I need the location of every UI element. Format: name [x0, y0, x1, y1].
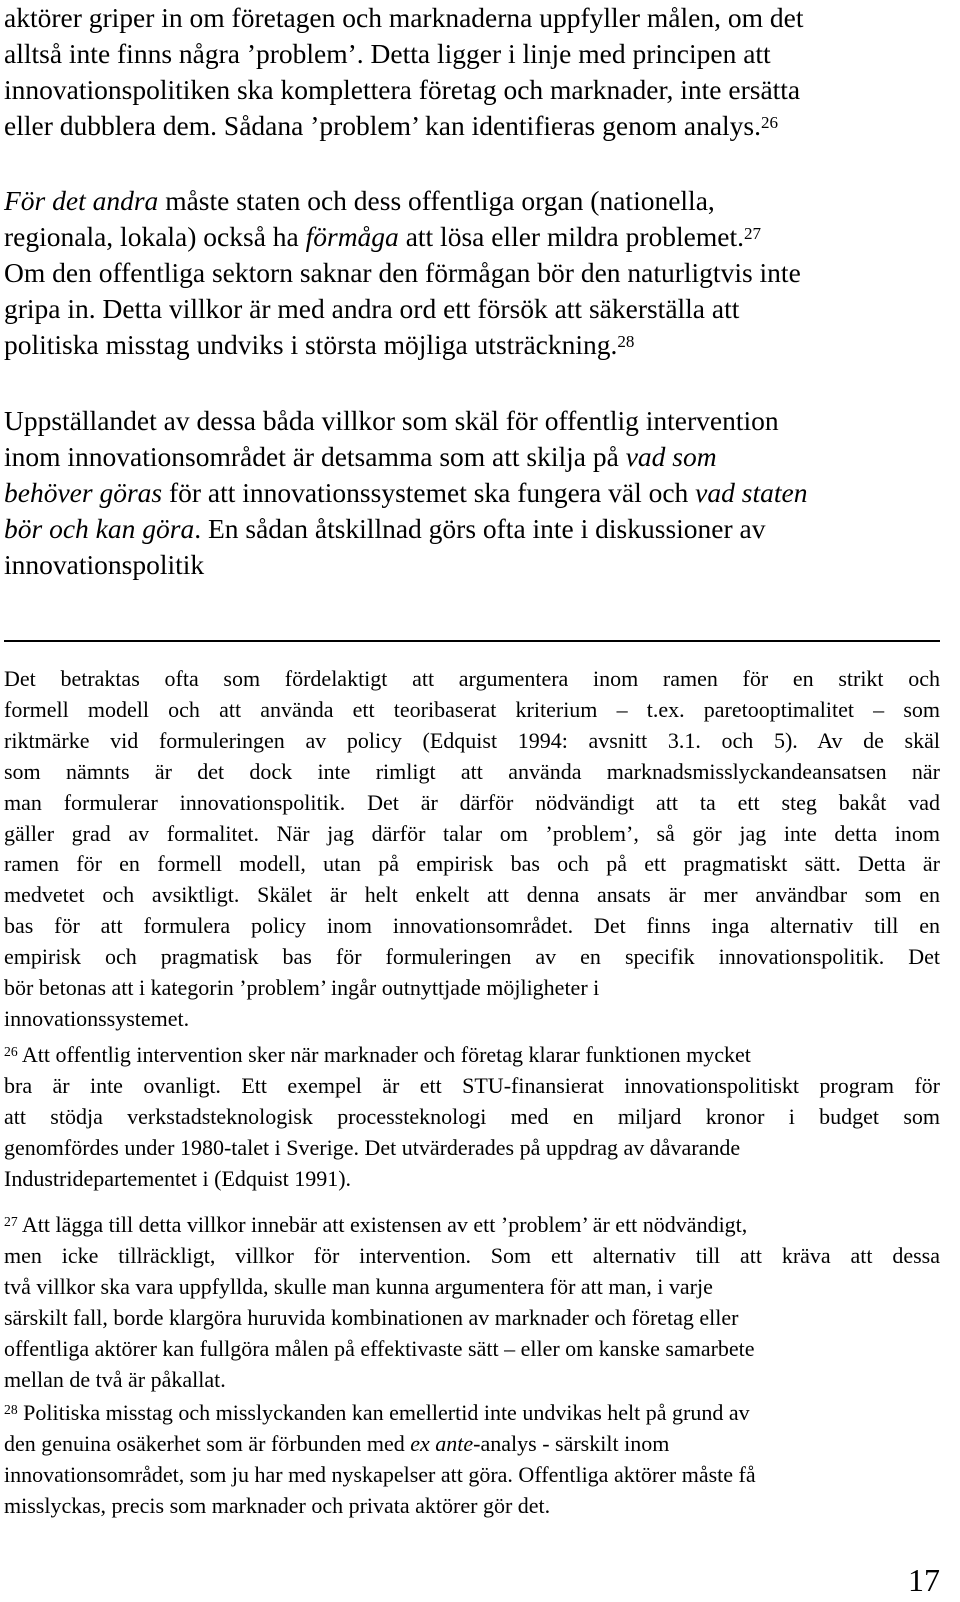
text-segment: . En sådan åtskillnad görs ofta inte i diskussioner av	[194, 513, 766, 544]
footnote-line: ramen för en formell modell, utan på empirisk bas och på ett pragmatiskt sätt. Detta är	[4, 851, 940, 877]
text-segment: Att offentlig intervention sker när marknader och företag klarar funktionen mycket	[17, 1042, 751, 1067]
footnote-line	[4, 1398, 940, 1429]
text-line: innovationspolitik	[4, 549, 205, 580]
text-line	[4, 183, 944, 219]
footnote-line: särskilt fall, borde klargöra huruvida kombinationen av marknader och företag eller	[4, 1304, 739, 1330]
footnote-number: 26	[4, 1044, 18, 1059]
text-segment: politiska misstag undviks i största möjliga utsträckning.	[4, 329, 618, 360]
footnote-line: bra är inte ovanligt. Ett exempel är ett STU-finansierat innovationspolitiskt program för	[4, 1072, 940, 1098]
text-line: Om den offentliga sektorn saknar den förmågan bör den naturligtvis inte	[4, 257, 801, 288]
emphasis-text: förmåga	[305, 221, 399, 252]
text-segment: Att lägga till detta villkor innebär att existensen av ett ’problem’ är ett nödvändigt,	[17, 1212, 748, 1237]
text-line: gripa in. Detta villkor är med andra ord ett försök att säkerställa att	[4, 293, 740, 324]
footnote-line: bör betonas att i kategorin ’problem’ ingår outnyttjade möjligheter i	[4, 975, 600, 1001]
footnote-line: man formulerar innovationspolitik. Det är därför nödvändigt att ta ett steg bakåt vad	[4, 789, 940, 815]
footnote-continued	[4, 664, 940, 1035]
text-segment: -analys - särskilt inom	[473, 1430, 670, 1456]
footnote-27	[4, 1210, 940, 1395]
footnote-line: Industridepartementet i (Edquist 1991).	[4, 1165, 352, 1191]
footnote-line: Det betraktas ofta som fördelaktigt att argumentera inom ramen för en strikt och	[4, 666, 940, 691]
footnote-line: medvetet och avsiktligt. Skälet är helt enkelt att denna ansats är mer användbar som en	[4, 882, 940, 908]
text-line: aktörer griper in om företagen och marknaderna uppfyller målen, om det	[4, 2, 804, 33]
footnote-line	[4, 1040, 940, 1071]
text-segment: eller dubblera dem. Sådana ’problem’ kan identifieras genom analys.	[4, 110, 761, 141]
body-paragraph-2	[4, 183, 944, 363]
footnote-line: att stödja verkstadsteknologisk processteknologi med en miljard kronor i budget som	[4, 1103, 940, 1129]
emphasis-text: behöver göras	[4, 477, 163, 508]
footnote-separator	[4, 640, 940, 642]
footnote-line: innovationsområdet, som ju har med nyskapelser att göra. Offentliga aktörer måste få	[4, 1461, 756, 1487]
footnote-line: mellan de två är påkallat.	[4, 1366, 226, 1392]
text-segment: Politiska misstag och misslyckanden kan emellertid inte undvikas helt på grund av	[17, 1400, 750, 1425]
footnote-line: men icke tillräckligt, villkor för intervention. Som ett alternativ till att kräva att dessa	[4, 1242, 940, 1268]
text-segment: för att innovationssystemet ska fungera väl och	[162, 477, 696, 508]
text-line	[4, 327, 944, 363]
footnote-ref-28[interactable]: 28	[617, 332, 635, 351]
footnote-number: 28	[4, 1402, 18, 1417]
emphasis-text: För det andra	[4, 185, 159, 216]
body-paragraph-1	[4, 0, 944, 144]
footnote-line: formell modell och att använda ett teoribaserat kriterium – t.ex. paretooptimalitet – som	[4, 696, 940, 722]
footnote-number: 27	[4, 1214, 18, 1229]
footnote-line: två villkor ska vara uppfyllda, skulle man kunna argumentera för att man, i varje	[4, 1273, 713, 1299]
footnote-28	[4, 1398, 940, 1522]
text-line	[4, 475, 944, 511]
footnote-line: empirisk och pragmatisk bas för formuleringen av en specifik innovationspolitik. Det	[4, 944, 940, 970]
text-line	[4, 219, 944, 255]
footnote-line	[4, 1429, 940, 1460]
text-line	[4, 108, 944, 144]
footnote-ref-27[interactable]: 27	[743, 224, 762, 243]
page-number: 17	[908, 1562, 940, 1598]
text-segment: den genuina osäkerhet som är förbunden med	[4, 1430, 411, 1456]
footnote-line: som nämnts är det dock inte rimligt att använda marknadsmisslyckandeansatsen när	[4, 758, 940, 784]
footnote-26	[4, 1040, 940, 1195]
text-line: alltså inte finns några ’problem’. Detta ligger i linje med principen att	[4, 38, 771, 69]
text-line: Uppställandet av dessa båda villkor som skäl för offentlig intervention	[4, 405, 779, 436]
text-line: innovationspolitiken ska komplettera företag och marknader, inte ersätta	[4, 74, 801, 105]
text-segment: regionala, lokala) också ha	[4, 221, 306, 252]
emphasis-text: vad som	[625, 441, 717, 472]
text-line	[4, 511, 944, 547]
body-paragraph-3	[4, 403, 944, 583]
emphasis-text: bör och kan göra	[4, 513, 195, 544]
footnote-line: genomfördes under 1980-talet i Sverige. Det utvärderades på uppdrag av dåvarande	[4, 1134, 741, 1160]
footnote-line: innovationssystemet.	[4, 1005, 190, 1031]
text-line	[4, 439, 944, 475]
footnote-line: misslyckas, precis som marknader och privata aktörer gör det.	[4, 1492, 551, 1518]
footnote-line	[4, 1210, 940, 1241]
text-segment: att lösa eller mildra problemet.	[398, 221, 744, 252]
footnote-line: gäller grad av formalitet. När jag därför talar om ’problem’, så gör jag inte detta inom	[4, 820, 940, 846]
text-segment: inom innovationsområdet är detsamma som att skilja på	[4, 441, 626, 472]
footnote-line: riktmärke vid formuleringen av policy (Edquist 1994: avsnitt 3.1. och 5). Av de skäl	[4, 727, 940, 753]
footnote-line: bas för att formulera policy inom innovationsområdet. Det finns inga alternativ till en	[4, 913, 940, 939]
footnote-line: offentliga aktörer kan fullgöra målen på effektivaste sätt – eller om kanske samarbete	[4, 1335, 755, 1361]
text-segment: måste staten och dess offentliga organ (nationella,	[158, 185, 715, 216]
emphasis-text: vad staten	[695, 477, 808, 508]
emphasis-text: ex ante	[410, 1430, 474, 1456]
footnote-ref-26[interactable]: 26	[761, 113, 779, 132]
